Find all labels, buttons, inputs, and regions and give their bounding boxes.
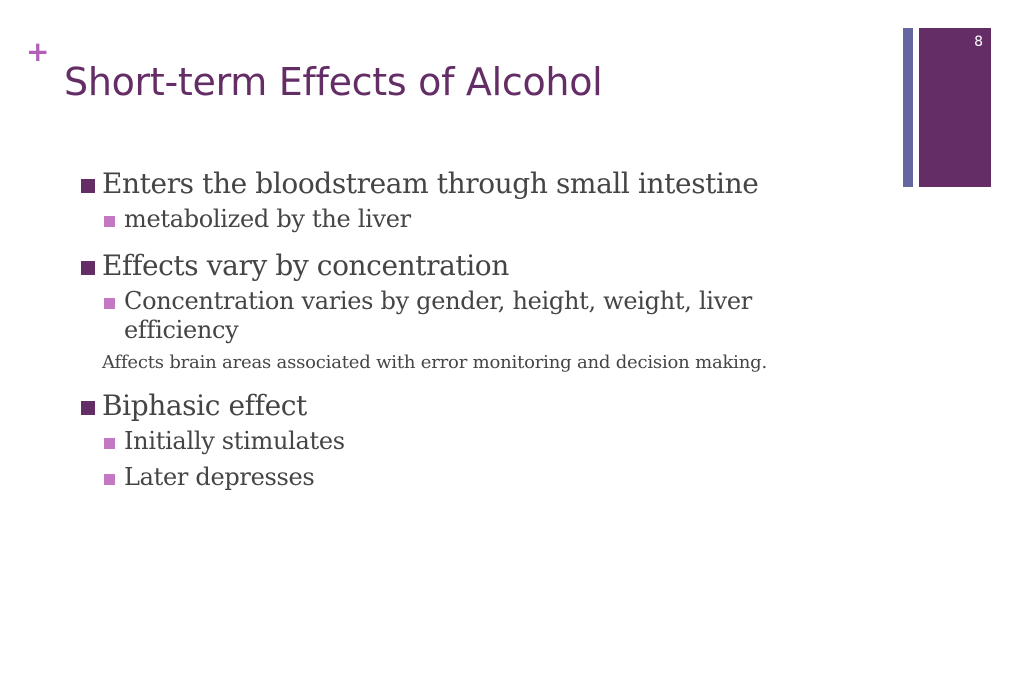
sub-bullet-item (78, 427, 818, 456)
square-bullet-icon (104, 474, 115, 485)
sub-bullet-text: metabolized by the liver (124, 205, 411, 233)
sub-bullet-item (78, 287, 818, 345)
square-bullet-icon (104, 216, 115, 227)
accent-bar-blue (903, 28, 913, 187)
sub-bullet-text: Later depresses (124, 463, 315, 491)
square-bullet-icon (104, 438, 115, 449)
slide-body (78, 167, 818, 492)
square-bullet-icon (81, 261, 95, 275)
sub-bullet-item (78, 205, 818, 234)
note-text: Affects brain areas associated with error monitoring and decision making. (102, 352, 767, 373)
slide-title: Short-term Effects of Alcohol (64, 60, 603, 104)
square-bullet-icon (81, 179, 95, 193)
square-bullet-icon (81, 401, 95, 415)
bullet-text: Enters the bloodstream through small intestine (102, 167, 759, 200)
sub-bullet-text: Concentration varies by gender, height, weight, liver efficiency (124, 287, 752, 344)
square-bullet-icon (104, 298, 115, 309)
bullet-text: Effects vary by concentration (102, 249, 509, 282)
plus-mark: + (26, 35, 50, 68)
bullet-item (78, 249, 818, 283)
bullet-item (78, 167, 818, 201)
bullet-item (78, 389, 818, 423)
bullet-text: Biphasic effect (102, 389, 307, 422)
sub-bullet-text: Initially stimulates (124, 427, 345, 455)
slide-number: 8 (974, 34, 983, 50)
sub-bullet-item (78, 463, 818, 492)
accent-bar-purple (919, 28, 991, 187)
